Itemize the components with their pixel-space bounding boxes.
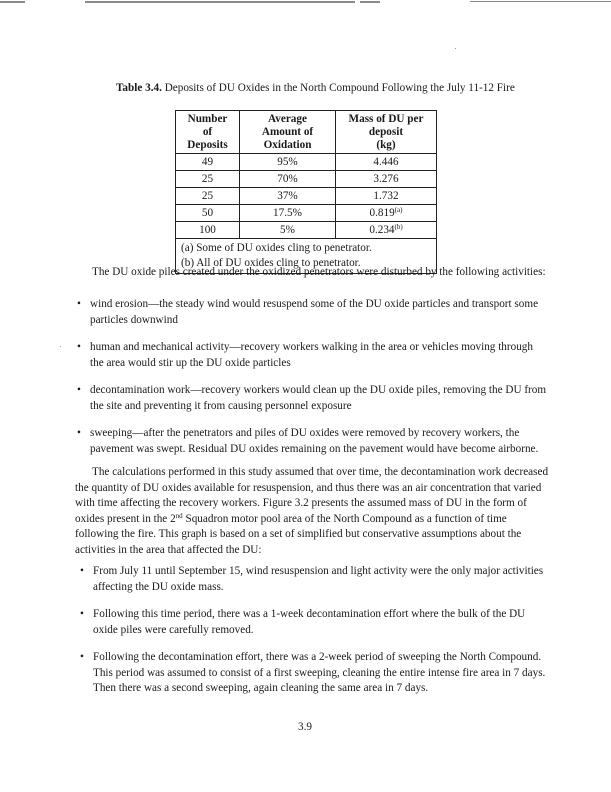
cell-oxidation: 70%: [240, 171, 336, 188]
bullet-line: particles downwind: [90, 313, 178, 326]
header-line: Deposits: [187, 139, 228, 151]
intro-text: The DU oxide piles created under the oxidized penetrators were disturbed by the following activities:: [92, 266, 546, 278]
cell-number: 49: [176, 154, 240, 171]
header-line: of: [202, 126, 213, 138]
bullet-icon: •: [80, 651, 84, 663]
deposits-table: [175, 110, 437, 274]
scan-speck: [455, 48, 456, 49]
text-span: oxides present in the 2: [75, 512, 176, 525]
header-line: deposit: [368, 126, 404, 138]
table-row: [176, 222, 437, 239]
header-line: Amount of: [261, 126, 314, 138]
footnote-b: (b) All of DU oxides cling to penetrator.: [181, 257, 361, 269]
bullet-line: human and mechanical activity—recovery workers walking in the area or vehicles moving through: [90, 341, 533, 353]
mass-value: 0.234: [369, 223, 395, 236]
header-average-oxidation: [240, 111, 336, 154]
table-row: [176, 205, 437, 222]
mass-value: 0.819: [369, 206, 395, 219]
mass-value: 4.446: [373, 155, 399, 168]
assumption-bullet-wind-period: [80, 564, 544, 595]
bullet-icon: •: [77, 384, 81, 396]
footnote-a: (a) Some of DU oxides cling to penetrator.: [181, 242, 372, 254]
bullet-line: the site and preventing it from causing personnel exposure: [90, 399, 352, 412]
table-caption-label: Table 3.4.: [116, 82, 162, 94]
bullet-icon: •: [77, 298, 81, 310]
bullet-icon: •: [80, 608, 84, 620]
paragraph-line: with time affecting the recovery workers. Figure 3.2 presents the assumed mass of DU in the form of: [75, 497, 527, 510]
footnote-marker: (a): [394, 205, 403, 214]
bullet-line: oxide piles were carefully removed.: [93, 623, 254, 636]
mass-value: 3.276: [373, 172, 399, 185]
cell-number: 25: [176, 188, 240, 205]
cell-number: 25: [176, 171, 240, 188]
text-span: Squadron motor pool area of the North Compound as a function of time: [182, 512, 507, 525]
cell-oxidation: 5%: [240, 222, 336, 239]
activity-bullet-sweeping: [77, 426, 539, 457]
mass-value: 1.732: [373, 189, 399, 202]
cell-mass: [336, 222, 437, 239]
bullet-line: sweeping—after the penetrators and piles of DU oxides were removed by recovery workers, the: [90, 427, 520, 439]
cell-number: 100: [176, 222, 240, 239]
header-mass-per-deposit: [336, 111, 437, 154]
scan-speck: [60, 346, 61, 347]
bullet-line: wind erosion—the steady wind would resuspend some of the DU oxide particles and transport some: [90, 298, 539, 310]
bullet-icon: •: [80, 565, 84, 577]
cell-mass: [336, 188, 437, 205]
header-line: Oxidation: [263, 139, 312, 151]
header-line: Number: [187, 113, 228, 125]
calculations-paragraph: [75, 465, 548, 559]
paragraph-line: activities in the area that affected the DU:: [75, 543, 262, 556]
paragraph-line: [75, 512, 548, 528]
assumption-bullet-sweeping-period: [80, 650, 546, 697]
scan-artifact: [85, 1, 355, 3]
cell-mass: [336, 171, 437, 188]
bullet-line: Following this time period, there was a 1-week decontamination effort where the bulk of the DU: [93, 608, 526, 620]
bullet-line: affecting the DU oxide mass.: [93, 580, 224, 593]
cell-oxidation: 17.5%: [240, 205, 336, 222]
table-row: [176, 188, 437, 205]
cell-oxidation: 37%: [240, 188, 336, 205]
bullet-line: This period was assumed to consist of a first sweeping, cleaning the entire intense fire area in 7 days.: [93, 666, 546, 679]
header-line: Average: [268, 113, 307, 125]
paragraph-line: The calculations performed in this study assumed that over time, the decontamination work decreased: [92, 466, 549, 478]
page-number: 3.9: [298, 721, 312, 733]
header-line: Mass of DU per: [348, 113, 424, 125]
activity-bullet-wind-erosion: [77, 297, 539, 328]
paragraph-line: the quantity of DU oxides available for resuspension, and thus there was an air concentration that varied: [75, 481, 542, 494]
bullet-line: decontamination work—recovery workers would clean up the DU oxide piles, removing the DU from: [90, 384, 547, 396]
bullet-line: Then there was a second sweeping, again cleaning the same area in 7 days.: [93, 682, 429, 695]
activities-intro: [92, 265, 546, 281]
table-row: [176, 171, 437, 188]
paragraph-line: following the fire. This graph is based on a set of simplified but conservative assumptions about the: [75, 528, 522, 541]
bullet-line: Following the decontamination effort, there was a 2-week period of sweeping the North Compound.: [93, 651, 542, 663]
table-caption: [116, 82, 515, 94]
bullet-icon: •: [77, 341, 81, 353]
bullet-icon: •: [77, 427, 81, 439]
header-line: (kg): [376, 139, 396, 151]
assumption-bullet-decontamination-week: [80, 607, 526, 638]
bullet-line: the area would stir up the DU oxide particles: [90, 356, 291, 369]
cell-number: 50: [176, 205, 240, 222]
table-row: [176, 154, 437, 171]
cell-oxidation: 95%: [240, 154, 336, 171]
header-number-of-deposits: [176, 111, 240, 154]
cell-mass: [336, 205, 437, 222]
ordinal-superscript: nd: [175, 511, 183, 520]
cell-mass: [336, 154, 437, 171]
bullet-line: From July 11 until September 15, wind resuspension and light activity were the only major activities: [93, 565, 544, 577]
activity-bullet-decontamination: [77, 383, 547, 414]
bullet-line: pavement was swept. Residual DU oxides remaining on the pavement would have become airborne.: [90, 442, 539, 455]
table-header-row: [176, 111, 437, 154]
table-caption-text: Deposits of DU Oxides in the North Compound Following the July 11-12 Fire: [164, 82, 515, 94]
scan-artifact: [360, 1, 380, 3]
footnote-marker: (b): [394, 222, 403, 231]
activity-bullet-human-mechanical: [77, 340, 533, 371]
scan-artifact: [0, 1, 25, 3]
scan-artifact: [470, 1, 611, 2]
